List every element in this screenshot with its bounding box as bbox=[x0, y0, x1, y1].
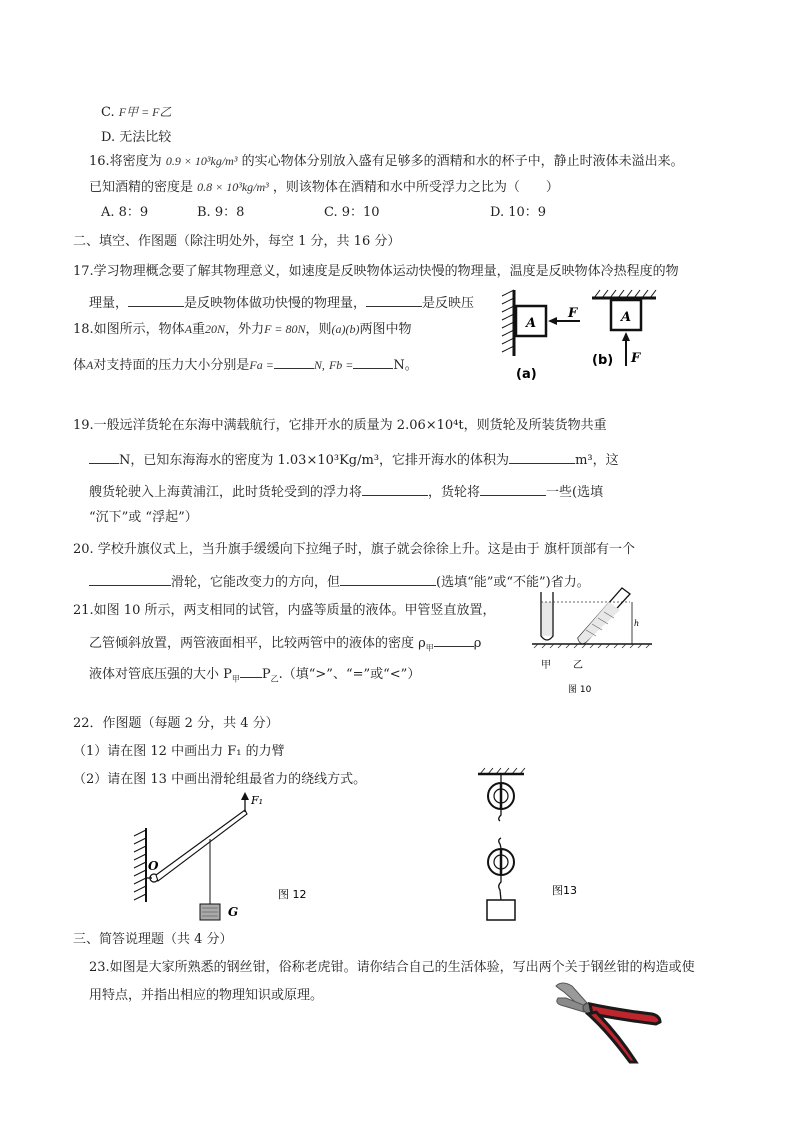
figure-12 bbox=[128, 790, 338, 930]
ceiling-b bbox=[592, 290, 656, 298]
q18-line1 bbox=[73, 320, 412, 339]
q23-line2: 用特点，并指出相应的物理知识或原理。 bbox=[89, 988, 324, 1003]
q20-line1: 20. 学校升旗仪式上，当升旗手缓缓向下拉绳子时，旗子就会徐徐上升。这是由于 旗杆顶部有一个 bbox=[73, 542, 635, 557]
figure-10 bbox=[526, 586, 656, 698]
pliers-image bbox=[548, 976, 666, 1068]
section-2-heading: 二、填空、作图题（除注明处外，每空 1 分，共 16 分） bbox=[73, 234, 401, 249]
label-a: (a) bbox=[516, 367, 537, 380]
q19-text-e: 一些(选填 bbox=[546, 485, 604, 500]
q16-density-alcohol: 0.8 × 10³kg/m³ bbox=[197, 180, 269, 194]
wall-12 bbox=[134, 828, 146, 902]
option-c-label: C. bbox=[101, 105, 119, 120]
label-b: (b) bbox=[592, 353, 614, 368]
figure-12-caption: 图 12 bbox=[278, 888, 307, 901]
q18-text-b: 重 bbox=[192, 322, 206, 337]
q16-text-b: 的实心物体分别放入盛有足够多的酒精和水的杯子中，静止时液体未溢出来。 bbox=[241, 154, 684, 169]
fixed-pulley-hook bbox=[499, 809, 501, 821]
q18-force: F = 80N bbox=[264, 322, 306, 336]
q16-option-a: A. 8：9 bbox=[101, 205, 149, 220]
q21-line2 bbox=[89, 633, 481, 658]
q21-text-b: ρ bbox=[473, 636, 482, 651]
q19-line4: “沉下”或 “浮起”） bbox=[89, 510, 198, 525]
q20-blank-pulley[interactable] bbox=[89, 572, 171, 586]
q20-blank-save[interactable] bbox=[340, 572, 436, 586]
q18-ab: (a)(b) bbox=[331, 322, 360, 336]
q18-text-f: 体 bbox=[73, 358, 87, 373]
figure-13 bbox=[470, 766, 590, 926]
q19-blank-sink[interactable] bbox=[480, 482, 546, 496]
label-yi: 乙 bbox=[573, 660, 583, 671]
q21-text-e: .（填“>”、“=”或“<”） bbox=[278, 667, 421, 682]
tube-jia-liquid bbox=[542, 602, 552, 636]
q21-text-c: 液体对管底压强的大小 P bbox=[89, 667, 232, 682]
q17-text-a: 理量， bbox=[89, 296, 129, 311]
q19-text-c: 艘货轮驶入上海黄浦江，此时货轮受到的浮力将 bbox=[89, 485, 363, 500]
q21-blank-density[interactable] bbox=[434, 633, 474, 647]
q17-line1: 17.学习物理概念要了解其物理意义，如速度是反映物体运动快慢的物理量，温度是反映物体冷热程度的物 bbox=[73, 264, 679, 279]
q16-text-c: 已知酒精的密度是 bbox=[89, 180, 194, 195]
height-label: h bbox=[634, 619, 640, 628]
q21-sub-p-yi: 乙 bbox=[270, 674, 279, 684]
option-c bbox=[101, 103, 172, 122]
option-d: D. 无法比较 bbox=[101, 130, 172, 145]
force-f1-label: F₁ bbox=[251, 794, 264, 807]
q18-obj-a-2: A bbox=[86, 358, 94, 372]
force-label-b: F bbox=[631, 351, 641, 366]
q16-option-b: B. 9：8 bbox=[197, 205, 245, 220]
figure-13-caption: 图13 bbox=[552, 884, 577, 897]
q17-text-c: 是反映压 bbox=[422, 296, 475, 311]
q18-obj-a: A bbox=[184, 322, 193, 336]
q18-text-e: 两图中物 bbox=[359, 322, 412, 337]
force-f1-head bbox=[241, 792, 249, 800]
q17-text-b: 是反映物体做功快慢的物理量， bbox=[184, 296, 367, 311]
label-jia: 甲 bbox=[541, 660, 551, 671]
force-label-a: F bbox=[568, 306, 578, 321]
q18-line2 bbox=[73, 355, 418, 375]
wall-a bbox=[502, 290, 514, 356]
block-a-right-label: A bbox=[621, 310, 632, 325]
q22-item2: （2）请在图 13 中画出滑轮组最省力的绕线方式。 bbox=[73, 772, 367, 787]
figure-10-caption: 图 10 bbox=[568, 685, 592, 695]
arrow-head-a bbox=[548, 317, 557, 325]
q21-line1: 21.如图 10 所示，两支相同的试管，内盛等质量的液体。甲管竖直放置， bbox=[73, 603, 496, 618]
q18-unit-1: N, bbox=[313, 358, 325, 372]
q19-text-a: N，已知东海海水的密度为 1.03×10³Kg/m³，它排开海水的体积为 bbox=[119, 453, 510, 468]
tube-yi bbox=[578, 588, 630, 643]
q23-line1: 23.如图是大家所熟悉的钢丝钳，俗称老虎钳。请你结合自己的生活体验，写出两个关于钢丝钳的构造或使 bbox=[89, 960, 695, 975]
weight-g-label: G bbox=[228, 905, 239, 919]
q18-text-c: ，外力 bbox=[225, 322, 265, 337]
q19-text-d: ，货轮将 bbox=[428, 485, 481, 500]
q19-line1: 19.一般远洋货轮在东海中满载航行，它排开水的质量为 2.06×10⁴t，则货轮及所装货物共重 bbox=[73, 418, 607, 433]
arrow-head-b bbox=[622, 332, 630, 341]
q19-text-b: m³，这 bbox=[575, 453, 619, 468]
q18-blank-fb[interactable] bbox=[353, 355, 393, 369]
q22-title: 22．作图题（每题 2 分，共 4 分） bbox=[73, 716, 279, 731]
q22-item1: （1）请在图 12 中画出力 F₁ 的力臂 bbox=[73, 744, 285, 759]
q19-line2 bbox=[89, 450, 619, 470]
q21-sub-jia: 甲 bbox=[425, 643, 434, 653]
q17-blank-2[interactable] bbox=[366, 293, 422, 307]
pivot-o-label: O bbox=[148, 859, 159, 873]
q18-weight: 20N bbox=[205, 322, 226, 336]
lever-rod bbox=[156, 810, 247, 881]
q19-blank-weight[interactable] bbox=[89, 450, 119, 464]
q18-unit-2: N。 bbox=[393, 358, 418, 373]
q20-text-b: (选填“能”或“不能”)省力。 bbox=[436, 575, 590, 590]
q20-line2 bbox=[89, 572, 590, 592]
option-c-math: F甲 = F乙 bbox=[118, 105, 172, 119]
q17-line2 bbox=[89, 293, 474, 313]
q18-text-d: ，则 bbox=[305, 322, 332, 337]
q17-blank-1[interactable] bbox=[128, 293, 184, 307]
q18-figure bbox=[500, 286, 660, 380]
q21-line3 bbox=[89, 664, 420, 689]
q16-density-object: 0.9 × 10³kg/m³ bbox=[165, 154, 238, 168]
movable-pulley-hook-top bbox=[499, 838, 501, 848]
q16-text-d: ，则该物体在酒精和水中所受浮力之比为（ ） bbox=[272, 180, 559, 195]
q19-blank-buoyancy[interactable] bbox=[362, 482, 428, 496]
q18-fa: Fa = bbox=[249, 358, 274, 372]
q21-sub-p-jia: 甲 bbox=[231, 674, 240, 684]
q20-text-a: 滑轮，它能改变力的方向，但 bbox=[171, 575, 341, 590]
q21-text-a: 乙管倾斜放置，两管液面相平，比较两管中的液体的密度 ρ bbox=[89, 636, 426, 651]
q18-text-g: 对支持面的压力大小分别是 bbox=[93, 358, 250, 373]
pliers-jaws bbox=[556, 983, 593, 1013]
load-box bbox=[487, 900, 515, 920]
q21-text-d: P bbox=[261, 667, 271, 682]
q16-line1 bbox=[89, 152, 684, 171]
q16-line2 bbox=[89, 178, 559, 197]
block-a-left-label: A bbox=[526, 316, 537, 331]
q18-fb: Fb = bbox=[328, 358, 354, 372]
movable-pulley-hook bbox=[499, 875, 501, 900]
q19-line3 bbox=[89, 482, 603, 502]
q18-blank-fa[interactable] bbox=[274, 355, 314, 369]
q18-text-a: 18.如图所示，物体 bbox=[73, 322, 185, 337]
section-3-heading: 三、简答说理题（共 4 分） bbox=[73, 932, 233, 947]
q21-blank-pressure[interactable] bbox=[240, 664, 262, 678]
q19-blank-volume[interactable] bbox=[509, 450, 575, 464]
q16-option-d: D. 10：9 bbox=[490, 205, 547, 220]
q16-option-c: C. 9：10 bbox=[324, 205, 380, 220]
ceiling-13 bbox=[478, 768, 525, 774]
q16-text-a: 16.将密度为 bbox=[89, 154, 162, 169]
